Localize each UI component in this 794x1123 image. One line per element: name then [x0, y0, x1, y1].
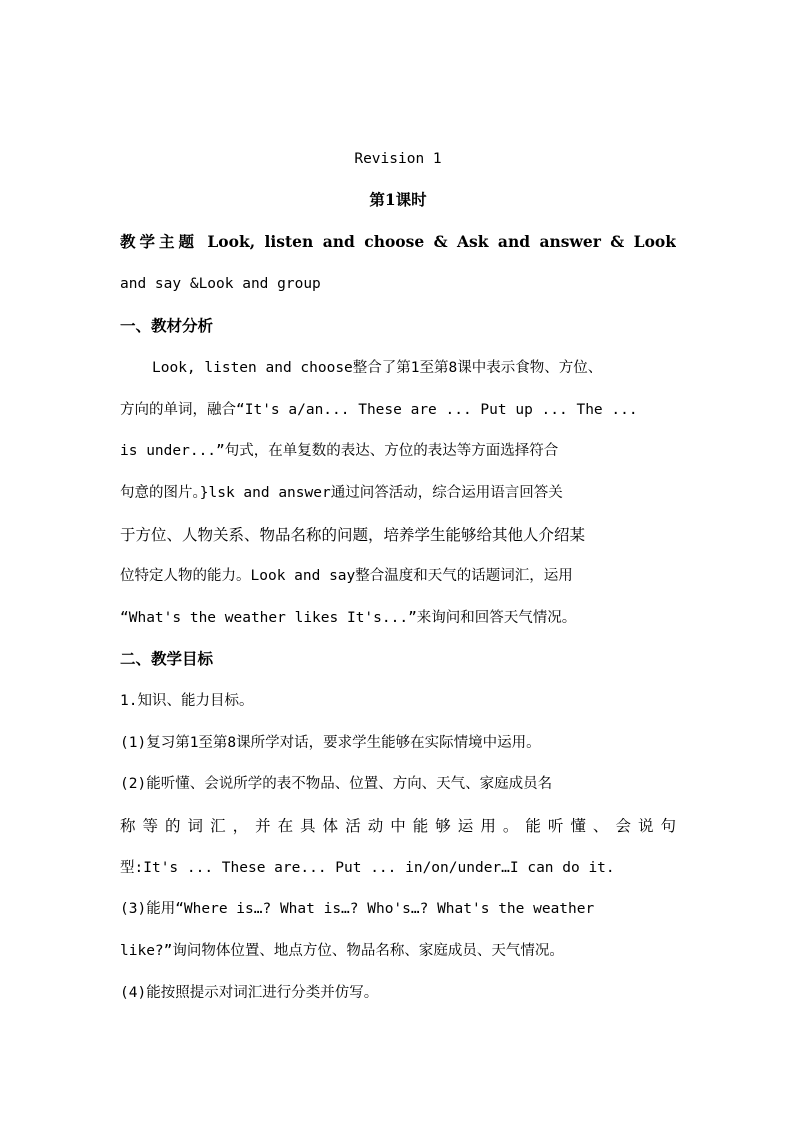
- section-1-line-4: 句意的图片。}lsk and answer通过问答活动，综合运用语言回答关: [120, 485, 563, 501]
- section-1-line-6: 位特定人物的能力。Look and say整合温度和天气的话题词汇，运用: [120, 568, 573, 584]
- section-2-line-7: like?”询问物体位置、地点方位、物品名称、家庭成员、天气情况。: [120, 943, 564, 959]
- section-2-line-2: (1)复习第1至第8课所学对话，要求学生能够在实际情境中运用。: [120, 735, 541, 751]
- lesson-subtitle: 第1课时: [369, 190, 427, 209]
- section-1-line-7: “What's the weather likes It's...”来询问和回答天气情况。: [120, 610, 577, 626]
- document-title: Revision 1: [354, 151, 442, 167]
- theme-line-2: and say &Look and group: [120, 276, 321, 292]
- section-2-line-5: 型:It's ... These are... Put ... in/on/under…I can do it.: [120, 860, 615, 876]
- section-2-heading: 二、教学目标: [120, 649, 214, 668]
- section-2-line-1: 1.知识、能力目标。: [120, 693, 254, 709]
- section-1-line-2: 方向的单词，融合“It's a/an... These are ... Put up ... The ...: [120, 402, 638, 418]
- section-1-line-1: Look, listen and choose整合了第1至第8课中表示食物、方位、: [152, 360, 603, 376]
- section-2-line-6: (3)能用“Where is…? What is…? Who's…? What's the weather: [120, 901, 595, 917]
- theme-line-1: [120, 231, 676, 254]
- section-1-line-5: 于方位、人物关系、物品名称的问题，培养学生能够给其他人介绍某: [120, 526, 586, 544]
- section-1-line-3: is under...”句式，在单复数的表达、方位的表达等方面选择符合: [120, 443, 559, 459]
- section-2-line-3: (2)能听懂、会说所学的表不物品、位置、方向、天气、家庭成员名: [120, 776, 553, 792]
- section-1-heading: 一、教材分析: [120, 316, 214, 335]
- theme-line-1-text: 教学主题 Look, listen and choose & Ask and answer & Look: [120, 232, 676, 251]
- section-2-line-4: 称等的词汇，并在具体活动中能够运用。能听懂、会说句: [120, 817, 676, 835]
- section-2-line-8: (4)能按照提示对词汇进行分类并仿写。: [120, 985, 379, 1001]
